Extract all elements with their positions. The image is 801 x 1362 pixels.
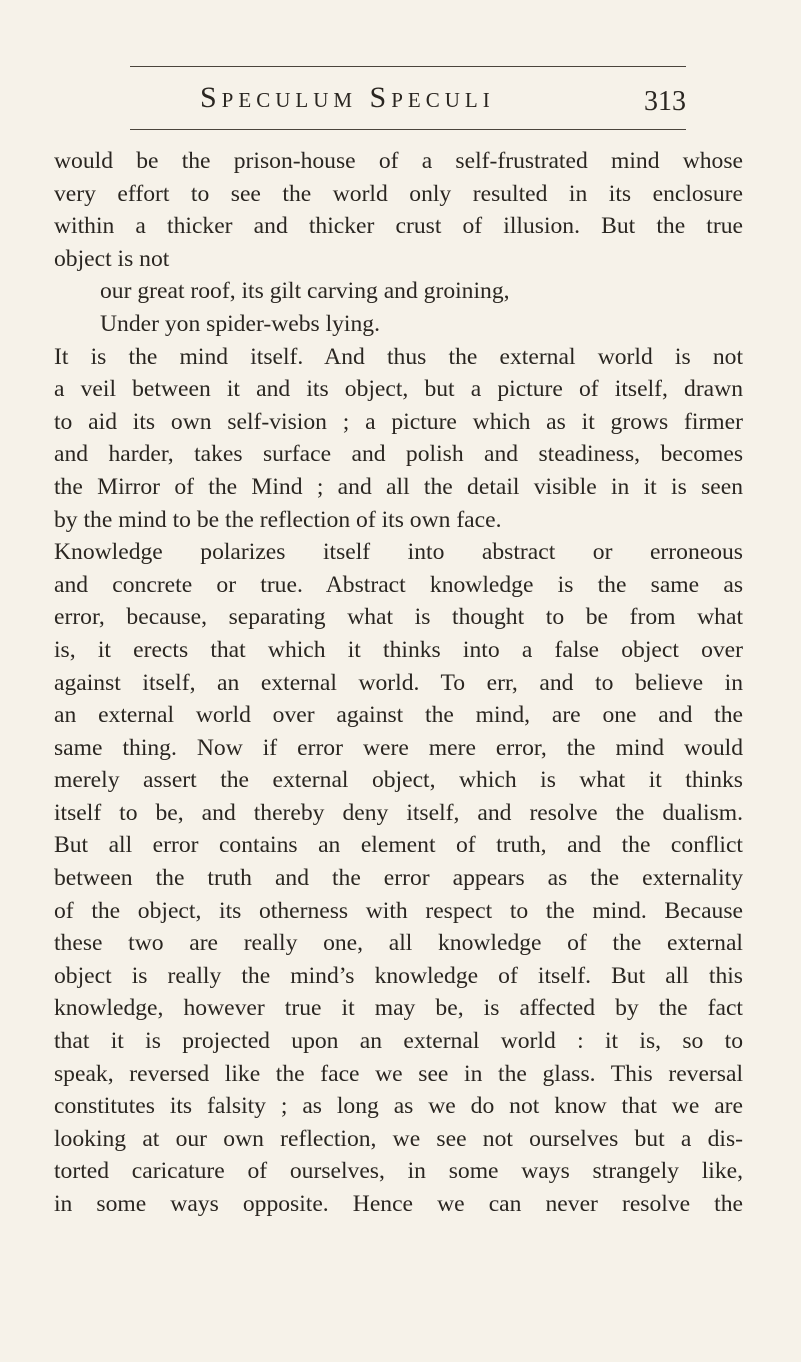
paragraph-three	[54, 536, 743, 1220]
text-line: looking at our own reflection, we see not ourselves but a dis-	[54, 1125, 743, 1152]
text-line: constitutes its falsity ; as long as we do not know that we are	[54, 1093, 743, 1120]
text-line: in some ways opposite. Hence we can never resolve the	[54, 1191, 743, 1217]
text-line: these two are really one, all knowledge of the external	[54, 930, 743, 957]
text-line: very effort to see the world only resulted in its enclosure	[54, 180, 743, 207]
text-line: object is really the mind’s knowledge of itself. But all this	[54, 962, 743, 989]
text-line: error, because, separating what is thought to be from what	[54, 604, 743, 631]
text-line: the Mirror of the Mind ; and all the detail visible in it is seen	[54, 473, 743, 500]
verse-quotation	[54, 275, 743, 340]
paragraph-two	[54, 341, 743, 537]
text-line: a veil between it and its object, but a picture of itself, drawn	[54, 376, 743, 403]
text-line: of the object, its otherness with respect to the mind. Because	[54, 897, 743, 924]
text-line: It is the mind itself. And thus the external world is not	[54, 343, 743, 370]
text-line: knowledge, however true it may be, is affected by the fact	[54, 995, 743, 1022]
text-line: between the truth and the error appears as the externality	[54, 865, 743, 892]
verse-line: our great roof, its gilt carving and groining,	[100, 278, 510, 305]
text-line: torted caricature of ourselves, in some ways strangely like,	[54, 1158, 743, 1185]
verse-line: Under yon spider-webs lying.	[100, 310, 380, 337]
paragraph-one	[54, 145, 743, 275]
header-top-rule	[130, 66, 686, 67]
text-line: itself to be, and thereby deny itself, and resolve the dualism.	[54, 799, 743, 826]
text-line: an external world over against the mind, are one and the	[54, 702, 743, 729]
text-line: But all error contains an element of truth, and the conflict	[54, 832, 743, 859]
page-number: 313	[644, 86, 686, 117]
header-bottom-rule	[130, 129, 686, 130]
text-line: is, it erects that which it thinks into a false object over	[54, 636, 743, 663]
text-line: would be the prison-house of a self-frustrated mind whose	[54, 148, 743, 174]
text-line: and harder, takes surface and polish and steadiness, becomes	[54, 441, 743, 468]
body-text	[54, 145, 743, 1221]
text-line: to aid its own self-vision ; a picture which as it grows firmer	[54, 408, 743, 435]
text-line: same thing. Now if error were mere error, the mind would	[54, 734, 743, 761]
text-line: merely assert the external object, which is what it thinks	[54, 767, 743, 794]
text-line: against itself, an external world. To err, and to believe in	[54, 669, 743, 696]
running-title: Speculum Speculi	[200, 81, 495, 114]
text-line: Knowledge polarizes itself into abstract or erroneous	[54, 539, 743, 566]
text-line: and concrete or true. Abstract knowledge is the same as	[54, 571, 743, 598]
text-line: speak, reversed like the face we see in the glass. This reversal	[54, 1060, 743, 1087]
running-head	[130, 76, 686, 120]
text-line: that it is projected upon an external world : it is, so to	[54, 1028, 743, 1055]
text-line: object is not	[54, 245, 170, 272]
text-line: within a thicker and thicker crust of illusion. But the true	[54, 213, 743, 240]
text-line: by the mind to be the reflection of its own face.	[54, 506, 502, 533]
